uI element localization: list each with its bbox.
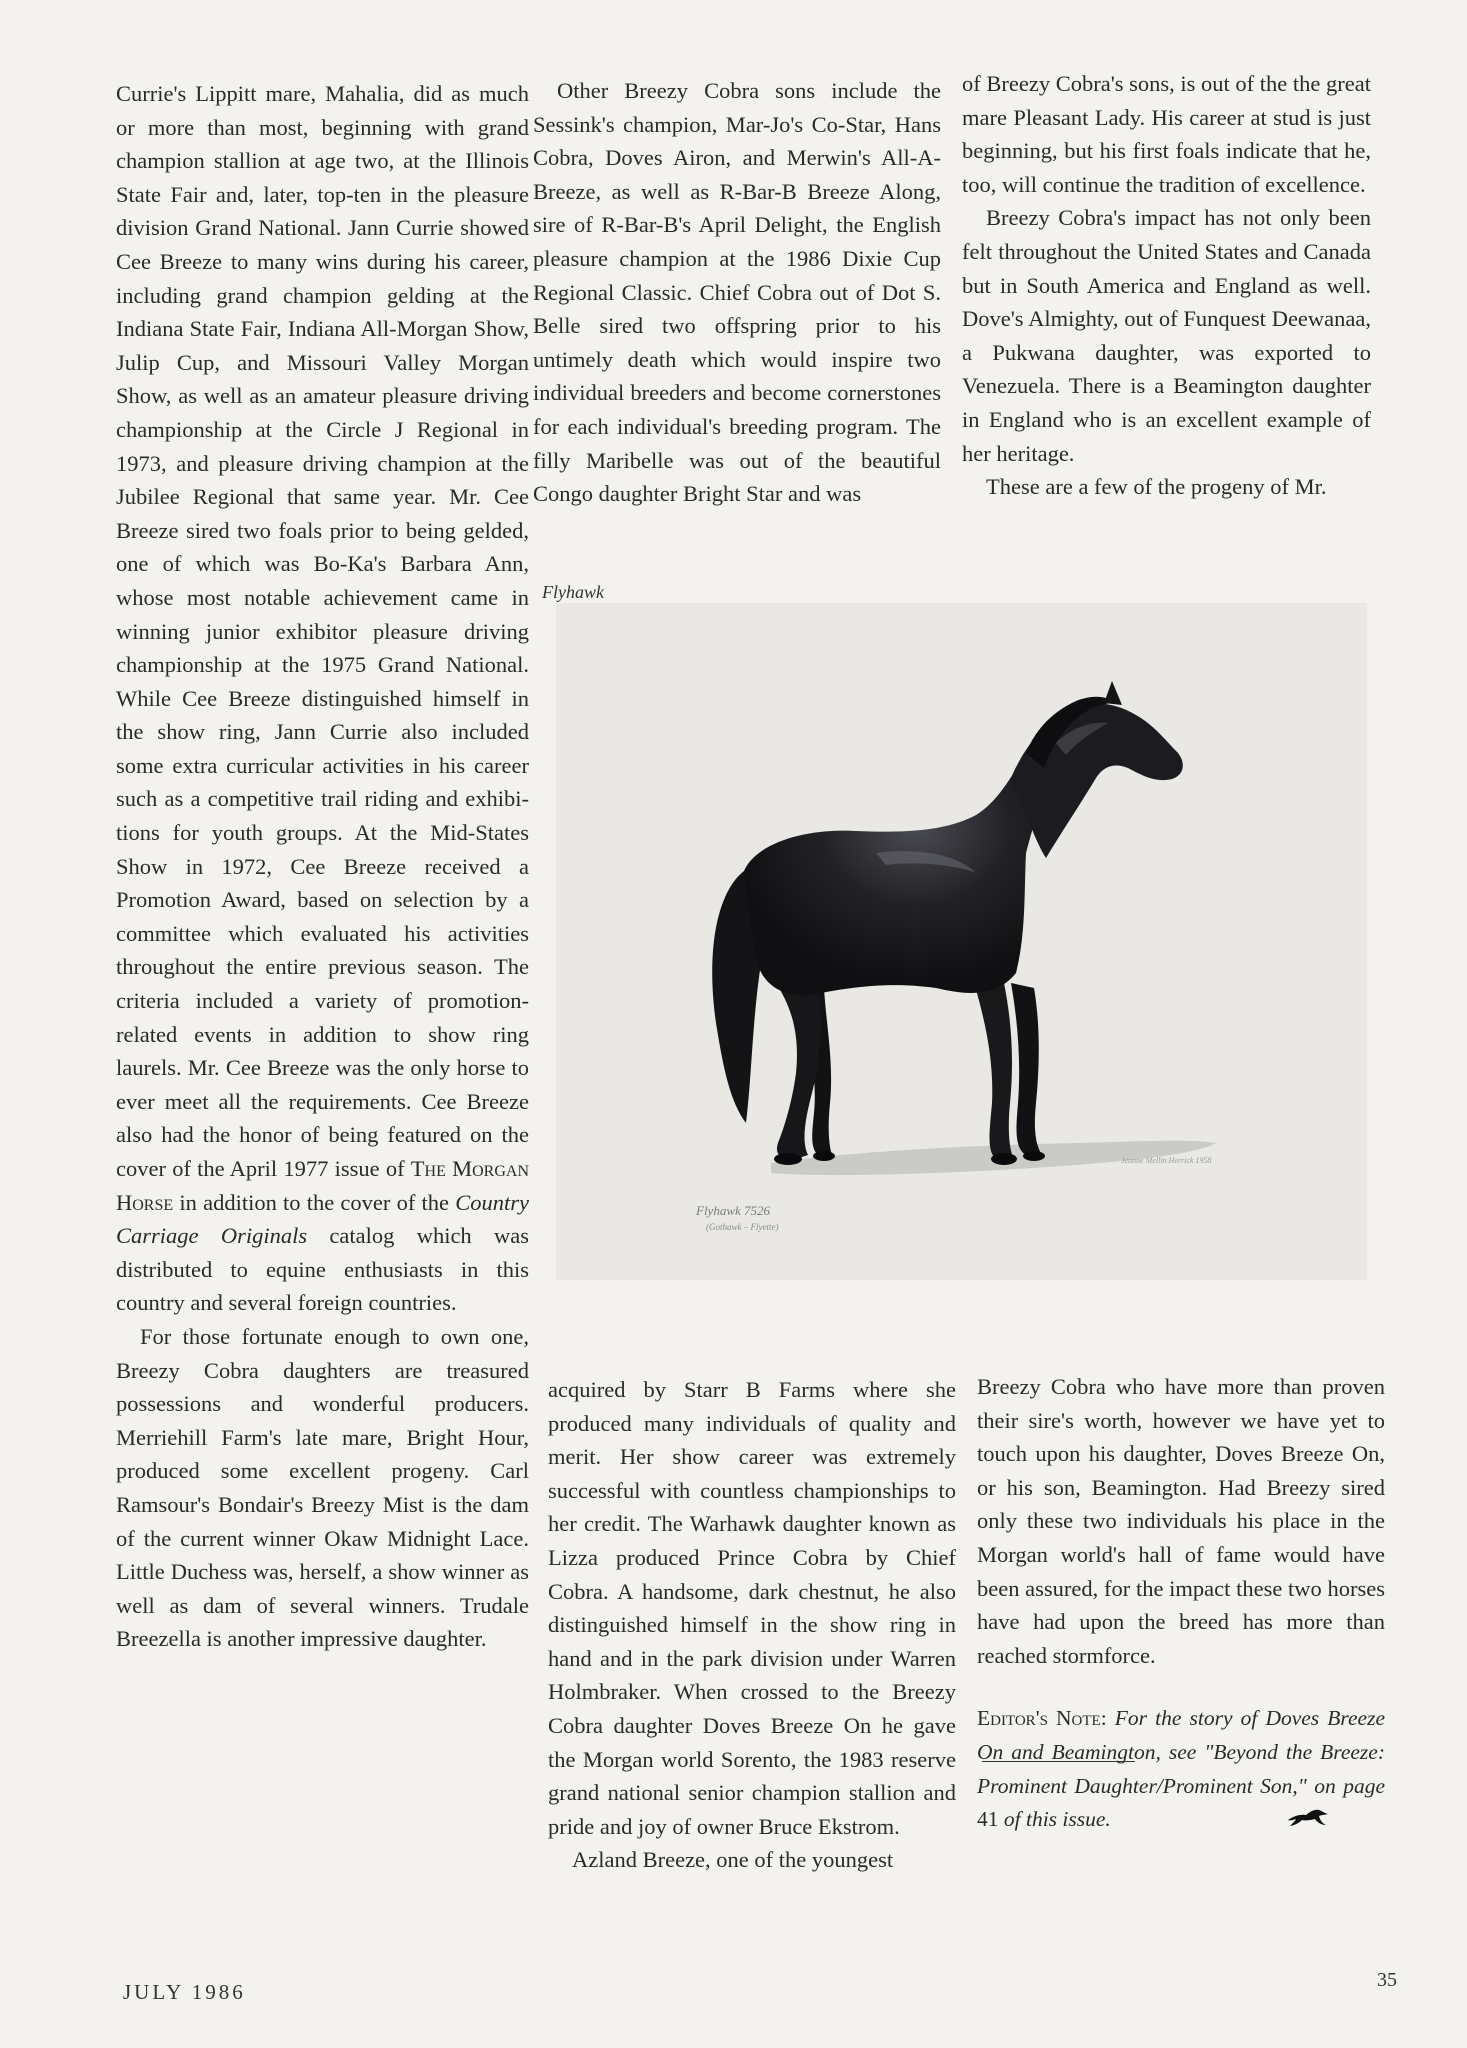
col3-paragraph-2: Breezy Cobra's impact has not only been felt throughout the United States and Canada but in South America and England as well. Dove's Almighty, out of Funquest Deewanaa, a Pukwana daughter, was exported to Venezuela. There is a Beamington daughter in England who is an excellent example of her heritage.	[962, 205, 1371, 466]
horse-body	[744, 738, 1056, 995]
horse-hoof	[774, 1153, 802, 1165]
horse-hoof	[1023, 1151, 1045, 1161]
col3-paragraph-3: These are a few of the progeny of Mr.	[986, 474, 1327, 500]
article-column-3-bottom	[977, 1370, 1385, 1837]
galloping-horse-end-mark-icon	[1286, 1806, 1332, 1828]
plate-inscription-name: Flyhawk 7526	[696, 1203, 771, 1218]
horse-hoof	[991, 1153, 1017, 1165]
magazine-title: The Morgan Horse	[116, 1156, 529, 1215]
horse-front-leg-near	[974, 983, 1014, 1159]
col2-bottom-paragraph-1: acquired by Starr B Farms where she produced many individuals of quality and merit. Her show career was extremely successful with countless championships to her credit. The Warhawk daughter known as Lizza produced Prince Cobra by Chief Cobra. A handsome, dark chestnut, he also distinguished himself in the show ring in hand and in the park division under Warren Holmbraker. When crossed to the Breezy Cobra daughter Doves Breeze On he gave the Morgan world Sorento, the 1983 reserve grand national senior champion stallion and pride and joy of owner Bruce Ekstrom.	[548, 1377, 956, 1839]
horse-illustration	[556, 603, 1367, 1280]
col3-paragraph-1: of Breezy Cobra's sons, is out of the the great mare Pleasant Lady. His career at stud is just beginning, but his first foals indicate that he, too, will continue the tradition of excellence.	[962, 71, 1371, 197]
article-column-2-top	[533, 74, 941, 511]
editors-note: Editor's Note: For the story of Doves Breeze On and Beamington, see "Beyond the Breeze: Prominent Daughter/Prominent Son," on page 41 of this issue.	[977, 1706, 1385, 1832]
col1-paragraph-2: For those fortunate enough to own one, Breezy Cobra daughters are treasured possessions and wonderful producers. Merriehill Farm's late mare, Bright Hour, produced some excellent progeny. Carl Ramsour's Bondair's Breezy Mist is the dam of the current winner Okaw Midnight Lace. Little Duchess was, herself, a show winner as well as dam of several winners. Trudale Breezella is another impressive daughter.	[116, 1323, 529, 1652]
col2-paragraph-1: Other Breezy Cobra sons include the Sessink's champion, Mar-Jo's Co-Star, Hans Cobra, Doves Airon, and Merwin's All-A-Breeze, as well as R-Bar-B Breeze Along, sire of R-Bar-B's April Delight, the English pleasure champion at the 1986 Dixie Cup Regional Classic. Chief Cobra out of Dot S. Belle sired two offspring prior to his untimely death which would inspire two individual breeders and become cornerstones for each individual's breeding program. The filly Maribelle was out of the beautiful Congo daughter Bright Star and was	[533, 78, 941, 507]
plate-inscription-pedigree: (Gothawk – Flyette)	[706, 1222, 779, 1232]
horse-front-leg-far	[1011, 983, 1042, 1155]
editors-note-text: For the story of Doves Breeze On and Beamington, see "Beyond the Breeze: Prominent Daughter/Prominent Son," on page	[977, 1706, 1385, 1798]
horse-ear	[1104, 681, 1122, 705]
article-column-3-top	[962, 67, 1371, 504]
page-number: 35	[1377, 1969, 1397, 1991]
catalog-title: Country Carriage Originals	[116, 1189, 530, 1249]
footer-issue-date: JULY 1986	[123, 1980, 246, 2004]
artist-signature: Jeanne Mellin Herrick 1958	[1121, 1156, 1212, 1165]
horse-hoof	[813, 1151, 835, 1161]
editors-note-label: Editor's Note:	[977, 1706, 1107, 1731]
article-column-1	[116, 77, 529, 1656]
figure-caption: Flyhawk	[542, 582, 604, 602]
article-column-2-bottom	[548, 1373, 956, 1877]
editors-note-divider	[982, 1761, 1135, 1762]
editors-note-page: 41	[977, 1807, 999, 1832]
horse-painting	[556, 603, 1367, 1280]
col3-bottom-paragraph-1: Breezy Cobra who have more than proven their sire's worth, however we have yet to touch upon his daughter, Doves Breeze On, or his son, Beamington. Had Breezy sired only these two individuals his place in the Morgan world's hall of fame would have been assured, for the impact these two horses have had upon the breed has more than reached stormforce.	[977, 1374, 1385, 1668]
col1-paragraph-1: Currie's Lippitt mare, Mahalia, did as much or more than most, beginning with grand champion stallion at age two, at the Illinois State Fair and, later, top-ten in the pleasure division Grand National. Jann Currie showed Cee Breeze to many wins during his career, including grand champion gelding at the Indiana State Fair, Indiana All-Morgan Show, Julip Cup, and Missouri Valley Morgan Show, as well as an amateur pleasure driving championship at the Circle J Regional in 1973, and pleasure driving champion at the Jubilee Regional that same year. Mr. Cee Breeze sired two foals prior to being gelded, one of which was Bo-Ka's Barbara Ann, whose most notable achievement came in winning junior exhibitor pleasure driving championship at the 1975 Grand National. While Cee Breeze distinguished himself in the show ring, Jann Currie also included some extra curricular activities in his career such as a competitive trail riding and exhibitions for youth groups. At the Mid-States Show in 1972, Cee Breeze received a Promotion Award, based on selection by a committee which evaluated his activities throughout the entire previous season. The criteria included a variety of promotion-related events in addition to show ring laurels. Mr. Cee Breeze was the only horse to ever meet all the requirements. Cee Breeze also had the honor of being featured on the cover of the April 1977 issue of The Morgan Horse in addition to the cover of the Country Carriage Originals catalog which was distributed to equine enthusiasts in this country and several foreign countries.	[116, 81, 530, 1316]
col2-bottom-paragraph-2: Azland Breeze, one of the youngest	[572, 1847, 894, 1873]
